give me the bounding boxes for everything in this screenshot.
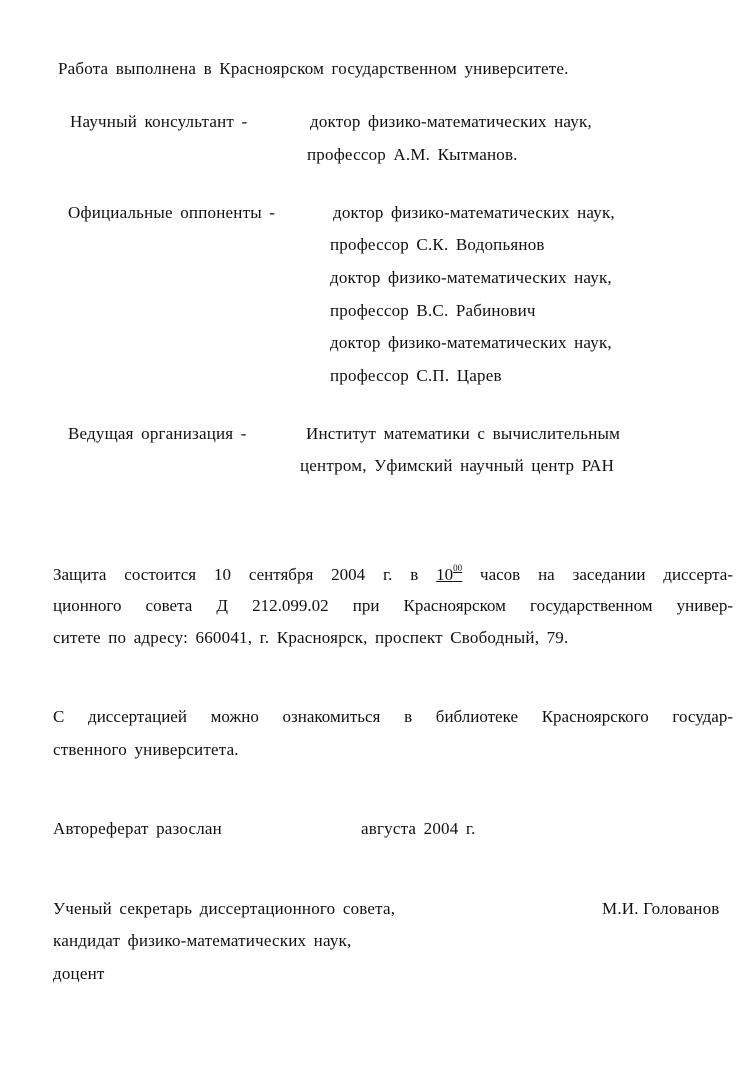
defense-line-1-end: часов на заседании диссерта- [480,565,734,584]
secretary-line-2: кандидат физико-математических наук, [53,931,352,950]
secretary-line-1: Ученый секретарь диссертационного совета, [53,899,396,918]
consultant-line-1: доктор физико-математических наук, [310,112,592,131]
leading-org-line-2: центром, Уфимский научный центр РАН [300,456,615,475]
defense-line-3: ситете по адресу: 660041, г. Красноярск, проспект Свободный, 79. [53,628,569,647]
opponent-line-1: доктор физико-математических наук, [333,203,615,222]
leading-org-label: Ведущая организация - [68,424,247,443]
opponent-line-4: профессор В.С. Рабинович [330,301,536,320]
consultant-line-2: профессор А.М. Кытманов. [307,145,518,164]
opponent-line-3: доктор физико-математических наук, [330,268,612,287]
secretary-name: М.И. Голованов [602,899,720,918]
opponent-line-5: доктор физико-математических наук, [330,333,612,352]
opponents-label: Официальные оппоненты - [68,203,276,222]
consultant-label: Научный консультант - [70,112,248,131]
defense-line-1 [53,563,733,585]
opponent-line-2: профессор С.К. Водопьянов [330,235,545,254]
leading-org-line-1: Институт математики с вычислительным [306,424,621,443]
secretary-line-3: доцент [53,964,105,983]
defense-minutes-value: 00 [453,563,463,573]
distribution-date: августа 2004 г. [361,819,476,838]
library-line-2: ственного университета. [53,740,239,759]
library-line-1: С диссертацией можно ознакомиться в библиотеке Красноярского государ- [53,707,733,726]
work-done-line: Работа выполнена в Красноярском государственном университете. [58,59,569,78]
defense-line-1-start: Защита состоится 10 сентября 2004 г. в [53,565,419,584]
defense-hour-value: 10 [436,565,454,584]
defense-hour [436,565,462,584]
opponent-line-6: профессор С.П. Царев [330,366,502,385]
defense-line-2: ционного совета Д 212.099.02 при Красноярском государственном универ- [53,596,733,615]
distribution-label: Автореферат разослан [53,819,222,838]
